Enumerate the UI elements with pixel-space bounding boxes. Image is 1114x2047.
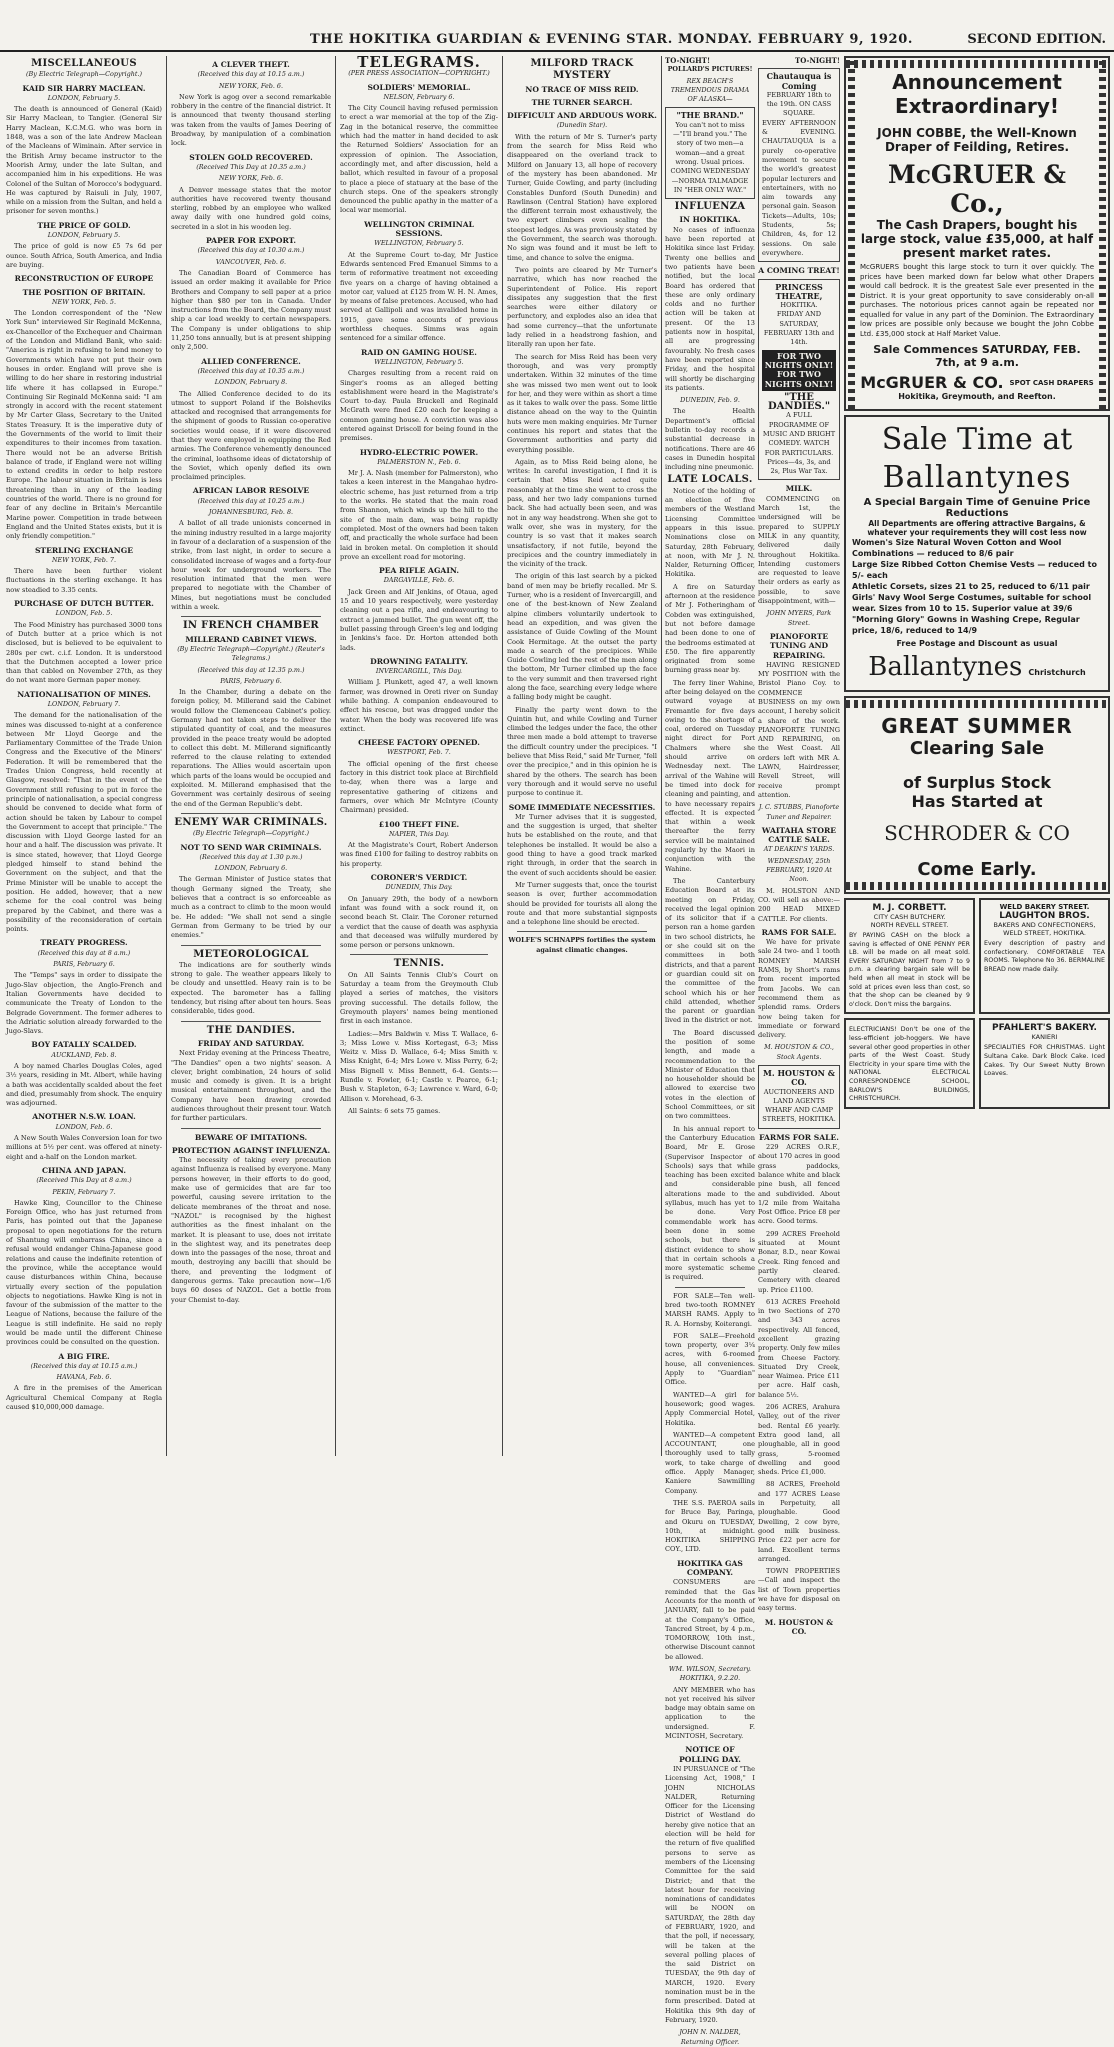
dateline: DUNEDIN, Feb. 9. bbox=[680, 396, 740, 405]
pfahlert-location: KANIERI bbox=[1031, 1033, 1058, 1042]
article-heading: A BIG FIRE. bbox=[58, 1351, 110, 1361]
column-local-ads bbox=[758, 56, 840, 1636]
article-body: The origin of this last search by a picked band of men may be briefly recalled. Mr S. Turner, who is a resident of Invercargill, and one of the best-known of New Zealand alpine climbers voluntarily undertook to head an expedition, and was given the assistance of Guide Cowling of the Mount Cook Hermitage. At the outset the party made a search of the precipices. While Guide Cowling led the rest of the men along the bottom, Mr Turner climbed up the face to the very summit and then traversed right along the face, searching every ledge where a falling body might be caught. bbox=[507, 572, 657, 702]
theatre-body: A FULL PROGRAMME OF MUSIC AND BRIGHT COMEDY. WATCH FOR PARTICULARS. Prices—4s, 3s, and 2s, Plus War Tax. bbox=[762, 411, 836, 476]
brand-ad bbox=[665, 107, 755, 199]
corbett-address: NORTH REVELL STREET. bbox=[870, 921, 949, 929]
article-body: The Canterbury Education Board at its meeting on Friday, received the legal opinion of its solicitor that if a person ran a home garden in two school districts, he or she could sit on the committees in both districts, and that a parent or guardian could sit on the committee of the school which his or her child attended, whether the parent or guardian lived in the district or not. bbox=[665, 876, 755, 1025]
article-heading: NATIONALISATION OF MINES. bbox=[17, 689, 151, 699]
dateline: JOHANNESBURG, Feb. 8. bbox=[208, 508, 294, 517]
article-body: On All Saints Tennis Club's Court on Saturday a team from the Greymouth Club played a series of matches, the visitors proving successful. The details follow, the Greymouth players' names being mentioned first in each instance. bbox=[340, 970, 498, 1026]
received-note: (Received this day at 10.30 a.m.) bbox=[197, 246, 305, 255]
article-heading: HYDRO-ELECTRIC POWER. bbox=[359, 447, 479, 457]
dateline: NEW YORK, Feb. 7. bbox=[51, 555, 117, 564]
article-heading: SOME IMMEDIATE NECESSITIES. bbox=[508, 802, 656, 812]
pfahlert-body: SPECIALITIES FOR CHRISTMAS. Light Sultana Cake. Dark Block Cake. Iced Cakes. Try Our Sweet Nutty Brown Loaves. bbox=[984, 1044, 1105, 1078]
dateline: NAPIER, This Day. bbox=[388, 829, 450, 838]
article-body: The Health Department's official bulletin to-day records a substantial decrease in notifications. There are 46 cases in Dunedin hospital including nine pneumonic. bbox=[665, 407, 755, 472]
dateline: NELSON, February 6. bbox=[383, 92, 455, 101]
article-heading: TREATY PROGRESS. bbox=[40, 938, 128, 948]
dateline: LONDON, February 5. bbox=[47, 231, 121, 240]
divider bbox=[181, 945, 321, 946]
received-note: (Received this day at 1.30 p.m.) bbox=[199, 852, 303, 861]
decorative-border bbox=[846, 882, 1108, 890]
article-body: The "Temps" says in order to dissipate the Jugo-Slav objection, the Anglo-French and Italian Governments have decided to communicate the Treaty of London to the Belgrade Government. The former adheres to the Adriatic solution already forwarded to the Jugo-Slavs. bbox=[6, 971, 162, 1036]
article-body: At the Supreme Court to-day, Mr Justice Edwards sentenced Fred Emanuel Simms to a term of reformative treatment not exceeding five years on a charge of having obtained a motor car, valued at £125 from W. H. N. Ames, by means of false pretences. Accused, who had served at Gallipoli and was invalided home in 1915, gave some accounts of previous worthless cheques. Simms was again sentenced for a similar offence. bbox=[340, 250, 498, 343]
article-body: Charges resulting from a recent raid on Singer's rooms as an alleged betting establishment were heard in the Magistrate's Court to-day. Paula Bruckell and Reginald McGrath were fined £20 each for keeping a common gaming house. A conviction was also entered against Driscoll for being found in the premises. bbox=[340, 369, 498, 443]
article-heading: PURCHASE OF DUTCH BUTTER. bbox=[14, 599, 154, 609]
article-heading: ALLIED CONFERENCE. bbox=[201, 356, 301, 366]
pfahlert-title: PFAHLERT'S BAKERY. bbox=[992, 1023, 1097, 1034]
farm-listing: 299 ACRES Freehold situated at Mount Bonar, 8.D., near Kowai Creek. Ring fenced and partly cleared. Cemetery with cleared up. Price £1100. bbox=[758, 1229, 840, 1294]
announcement-title: Announcement bbox=[892, 70, 1062, 94]
notice-body: IN PURSUANCE of "The Licensing Act, 1908," I JOHN NICHOLAS NALDER, Returning Officer for the Licensing District of Westland do hereby give notice that an election will be held for the return of five qualified persons to serve as members of the Licensing Committee for the said District; and that the latest hour for receiving nominations of candidates will be NOON on SATURDAY, the 28th day of FEBRUARY, 1920, and that the poll, if necessary, will be taken at the several polling places of the said District on TUESDAY, the 9th day of MARCH, 1920. Every nomination must be in the form prescribed. Dated at Hokitika this 9th day of February, 1920. bbox=[665, 1764, 755, 2024]
received-note: (Received this day at 10.15 a.m.) bbox=[197, 70, 305, 79]
ballantynes-ad bbox=[844, 415, 1110, 692]
classified-ad: WANTED—A girl for housework; good wages. Apply Commercial Hotel, Hokitika. bbox=[665, 1390, 755, 1427]
article-body: A fire in the premises of the American Agricultural Chemical Company at Regla caused $10,000,000 damage. bbox=[6, 1384, 162, 1412]
article-heading: KAID SIR HARRY MACLEAN. bbox=[22, 83, 146, 93]
corbett-body: BY PAYING CASH on the block a saving is effected of ONE PENNY PER LB. will be made on all meat sold. EVERY SATURDAY NIGHT from 7 to 9 p.m. a clearing bargain sale will be held when all meat in stock will be sold at prices even less than cost, so that the shop can be cleaned by 9 o'clock. Don't miss the bargains. bbox=[849, 932, 970, 1008]
bargain-item: Athletic Corsets, sizes 21 to 25, reduced to 6/11 pair bbox=[852, 582, 1090, 591]
corbett-sub: CITY CASH BUTCHERY. bbox=[873, 913, 946, 921]
article-subheading: FRIDAY AND SATURDAY. bbox=[197, 1038, 305, 1048]
column-rule bbox=[166, 56, 167, 1456]
dateline: LONDON, February 7. bbox=[47, 700, 121, 708]
mcgruer-offer: The Cash Drapers, bought his large stock, value £35,000, at half present market rates. bbox=[860, 218, 1094, 260]
decorative-border bbox=[1099, 58, 1106, 409]
mcgruer-ad bbox=[844, 56, 1110, 411]
article-subheading: PROTECTION AGAINST INFLUENZA. bbox=[171, 1145, 331, 1155]
article-heading: BOY FATALLY SCALDED. bbox=[31, 1040, 137, 1050]
classified-ad: FOR SALE—Freehold town property, over 3¼ acres, with 6-roomed house, all conveniences. Apply to "Guardian" Office. bbox=[665, 1331, 755, 1387]
article-heading: THE PRICE OF GOLD. bbox=[37, 220, 131, 230]
laughton-ad bbox=[979, 898, 1110, 1014]
notice-body: ANY MEMBER who has not yet received his silver badge may obtain same on application to the undersigned. F. MCINTOSH, Secretary. bbox=[665, 1685, 755, 1741]
article-subheading: THE POSITION OF BRITAIN. bbox=[22, 287, 146, 297]
received-note: (Received this day at 10.25 a.m.) bbox=[197, 496, 305, 505]
houston-footer: M. HOUSTON & CO. bbox=[764, 1617, 834, 1636]
dateline: NEW YORK, Feb. 5. bbox=[51, 297, 117, 306]
byline: (By Electric Telegraph—Copyright.) (Reuter's Telegrams.) bbox=[177, 644, 325, 663]
received-note: (Received this day at 10.35 a.m.) bbox=[197, 366, 305, 375]
article-body: Notice of the holding of an election of five members of the Westland Licensing Committee appears in this issue. Nominations close on Saturday, 28th February, at noon, with Mr J. N. Nalder, Returning Officer, Hokitika. bbox=[665, 486, 755, 579]
cobbe-line: JOHN COBBE, the Well-Known Draper of Feilding, Retires. bbox=[877, 126, 1077, 154]
article-body: A Denver message states that the motor authorities have recovered twenty thousand sterling, robbed by an employee who walked away daily with one hundred gold coins, secreted in a slot in his wooden leg. bbox=[171, 185, 331, 231]
article-body: Mr J. A. Nash (member for Palmerston), who takes a keen interest in the Mangahao hydro-electric scheme, has just returned from a trip to the works. He stated that the main road from Shannon, which winds up the hill to the site of the main dam, was being rapidly completed. Most of the owners had been taken off, and practically the whole surface had been laid in broken metal. On completion it should prove an excellent road for motoring. bbox=[340, 469, 498, 561]
column-rule bbox=[335, 56, 336, 1456]
pfahlert-ad bbox=[979, 1018, 1110, 1108]
dateline: VANCOUVER, Feb. 6. bbox=[215, 257, 287, 266]
column-notices bbox=[665, 56, 755, 2046]
divider bbox=[350, 954, 488, 955]
schroder-ad bbox=[844, 696, 1110, 894]
article-body: The demand for the nationalisation of the mines was discussed to-night at a conference between Mr Lloyd George and the Parliamentary Committee of the Trade Union Congress and the Executive of the Miners' Federation. It will be remembered that the Trades Union Congress, held recently at Glasgow, resolved: "That in the event of the Government still refusing to put in force the principle of nationalisation, a special congress should be convened to decide what form of action should be taken by Labour to compel the Government to accept that principle." The discussion with Lloyd George lasted for an hour and a half. The discussion was private. It is since stated, however, that Lloyd George pledged himself to stand behind the Government on the subject, and that the Prime Minister will be unable to accept the position. He added, however, that a new scheme for the coal control was being prepared by the Cabinet, and there was a possibility of the reconsideration of certain points. bbox=[6, 711, 162, 934]
tonight-label-right: TO-NIGHT! bbox=[794, 56, 840, 65]
masthead-rule bbox=[0, 50, 1114, 52]
ballantynes-headline: Sale Time at bbox=[881, 422, 1073, 457]
article-heading: BEWARE OF IMITATIONS. bbox=[194, 1132, 308, 1142]
bargain-item: Girls' Navy Wool Serge Costumes, suitable for school wear. Sizes from 10 to 15. Superior value at 39/6 bbox=[852, 593, 1092, 613]
article-body: Two points are cleared by Mr Turner's narrative, which has now reached the Superintendent of Police. His report dissipates any suggestion that the first searches were either dilatory or perfunctory, and explodes also an idea that had some currency—that the unfortunate lady relied in a headstrong fashion, and literally ran upon her fate. bbox=[507, 265, 657, 349]
houston-title: M. HOUSTON & CO. bbox=[763, 1067, 835, 1088]
column-rule bbox=[502, 56, 503, 1456]
article-heading: £100 THEFT FINE. bbox=[378, 819, 460, 829]
article-body: There have been further violent fluctuations in the sterling exchange. It has now steadied to 3.35 cents. bbox=[6, 567, 162, 594]
pictures-sub: REX BEACH'S TREMENDOUS DRAMA OF ALASKA— bbox=[670, 76, 750, 104]
column-milford bbox=[507, 56, 657, 1456]
free-postage: Free Postage and Discount as usual bbox=[896, 639, 1058, 648]
notice-body: CONSUMERS are reminded that the Gas Accounts for the month of JANUARY, fall to be paid at the Company's Office, Tancred Street, by 4 p.m., TOMORROW, 10th inst., otherwise Discount cannot be allowed. bbox=[665, 1578, 755, 1661]
article-heading: WAITAHA STORE CATTLE SALE. bbox=[761, 825, 837, 845]
article-body: The London correspondent of the "New York Sun" interviewed Sir Reginald McKenna, ex-Chancellor of the Exchequer and Chairman of the London and Midland Bank, who said: "America is right in refusing to lend money to Governments which have not put their own houses in order. England will prove she is willing to do her share in restoring industrial life where it has collapsed in Europe." Continuing Sir Reginald McKenna said: "I am strongly in accord with the recent statement by Mr Carter Glass, Secretary to the United States Treasury. It is the imperative duty of the Governments of the world to limit their expenditures to their incomes from taxation. There would not be an adverse British balance of trade, if England were not willing to extend credits in order to help restore Europe. The labour situation in Britain is less threatening than in any of the leading countries of the world. There is no ground for fear of any decline in Britain's Mercantile Marine power. Competition in trade between England and the United States exists, but it is only friendly competition." bbox=[6, 309, 162, 541]
article-body: With the return of Mr S. Turner's party from the search for Miss Reid who disappeared on the overland track to Milford on January 13, all hope of recovery of the mystery has been abandoned. Mr Turner, Guide Cowling, and party (including Constables Dunford (South Dunedin) and Rawlinson (Central Station) have explored the different terrain most exhaustively, the two expert climbers even scaling the steepest ledges. As was previously stated by the Government, the search was thorough. No sign was found and it must be left to time, and chance to solve the enigma. bbox=[507, 132, 657, 262]
electricians-body: ELECTRICIANS! Don't be one of the less-efficient job-hoggers. We have several other good properties in other parts of the West Coast. Study Electricity in your spare time with the NATIONAL ELECTRICAL CORRESPONDENCE SCHOOL, BARLOW'S BUILDINGS, CHRISTCHURCH. bbox=[849, 1026, 970, 1103]
dateline: WELLINGTON, February 5. bbox=[374, 357, 464, 366]
bargain-item: "Morning Glory" Gowns in Washing Crepe, Regular price, 18/6, reduced to 14/9 bbox=[852, 615, 1080, 635]
mcgruer-name: McGRUER & Co., bbox=[888, 160, 1066, 218]
ballantynes-name: Ballantynes bbox=[882, 460, 1072, 495]
dateline: PARIS, February 6. bbox=[53, 960, 115, 969]
classified-ad: FOR SALE—Ten well-bred two-tooth ROMNEY MARSH RAMS. Apply to R. A. Hornsby, Koiterangi. bbox=[665, 1291, 755, 1328]
notice-body: HAVING RESIGNED MY POSITION with the Bristol Piano Coy. to COMMENCE BUSINESS on my own account, I hereby solicit a share of the work. PIANOFORTE TUNING AND REPAIRING, on the West Coast. All orders left with MR A. LAWN, Hairdresser, Revell Street, will receive prompt attention. bbox=[758, 660, 840, 799]
article-heading: A CLEVER THEFT. bbox=[212, 60, 290, 69]
ballantynes-subhead: A Special Bargain Time of Genuine Price Reductions bbox=[863, 497, 1091, 519]
ballantynes-intro: All Departments are offering attractive Bargains, & whatever your requirements they will cost less now bbox=[867, 519, 1087, 537]
article-heading: PEA RIFLE AGAIN. bbox=[379, 566, 459, 576]
theatre-location: HOKITIKA. bbox=[780, 301, 818, 310]
decorative-border bbox=[848, 58, 855, 409]
article-heading: SOLDIERS' MEMORIAL. bbox=[367, 82, 471, 92]
article-heading: ANOTHER N.S.W. LOAN. bbox=[32, 1112, 136, 1122]
article-subheading: DIFFICULT AND ARDUOUS WORK. bbox=[507, 111, 657, 121]
article-body: Again, as to Miss Reid being alone, he writes: In careful investigation, I find it is certain that Miss Reid acted quite reasonably at the time she went to cross the pass, and her two lady companions turned back. She had actually been seen, and was not in any way headstrong. When she got to walk over, she was in mystery, for the country is so vast that it makes search unsatisfactory, if not futile, beyond the precipices and the country immediately in the vicinity of the track. bbox=[507, 457, 657, 569]
dateline: PARIS, February 6. bbox=[220, 676, 282, 685]
article-body: In the Chamber, during a debate on the foreign policy, M. Millerand said the Cabinet would follow the Clemenceau Cabinet's policy. Germany had not taken steps to deliver the stipulated quantity of coal, and the measures provided in the peace treaty would be adopted to collect this debt. M. Millerand significantly referred to the clause relating to extended reparations. The Allies would ascertain upon which parts of the loans would be occupied and exploited. M. Millerand emphasised that the Government was certainly desirous of seeing the end of the German Republic's debt. bbox=[171, 688, 331, 808]
weld-street: WELD BAKERY STREET. bbox=[999, 903, 1090, 911]
article-heading: STOLEN GOLD RECOVERED. bbox=[189, 152, 313, 162]
farm-listing: 613 ACRES Freehold in two Sections of 270 and 343 acres respectively. All fenced, excellent grazing property. Only few miles from Cheese Factory. Situated Dry Creek, near Waimea. Price £11 per acre. Half cash, balance 5½. bbox=[758, 1297, 840, 1399]
classified-ad: WANTED—A competent ACCOUNTANT, one thoroughly used to tally work, to take charge of office. Apply Manager, Kaniere Sawmilling Company. bbox=[665, 1430, 755, 1495]
surplus-stock: of Surplus Stock bbox=[902, 773, 1052, 792]
spot-cash: SPOT CASH DRAPERS bbox=[1009, 378, 1094, 387]
article-body: At the Magistrate's Court, Robert Anderson was fined £100 for failing to destroy rabbits on his property. bbox=[340, 841, 498, 868]
article-body: William J. Plunkett, aged 47, a well known farmer, was drowned in Oreti river on Sunday while bathing. A companion endeavoured to effect his rescue, but was dragged under the water. When the body was recovered life was extinct. bbox=[340, 678, 498, 733]
cattle-date: WEDNESDAY, 25th FEBRUARY, 1920 At Noon. bbox=[766, 856, 832, 884]
column-miscellaneous bbox=[6, 56, 162, 1456]
byline: (By Electric Telegraph—Copyright.) bbox=[26, 70, 142, 79]
byline: (Dunedin Star). bbox=[556, 121, 608, 130]
bargain-item: Women's Size Natural Woven Cotton and Wool Combinations — reduced to 8/6 pair bbox=[852, 538, 1062, 558]
article-heading: AFRICAN LABOR RESOLVE bbox=[192, 486, 310, 496]
theatre-dates: FRIDAY AND SATURDAY, FEBRUARY 13th and 14th. bbox=[763, 310, 835, 347]
signature: JOHN MYERS, Park Street. bbox=[766, 609, 832, 627]
received-note: (Received This Day at 8 a.m.) bbox=[36, 1176, 132, 1185]
article-heading: WELLINGTON CRIMINAL SESSIONS. bbox=[364, 219, 474, 239]
received-note: (Received This Day at 10.35 a.m.) bbox=[196, 162, 306, 171]
dateline: WELLINGTON, February 5. bbox=[374, 239, 464, 248]
byline: (By Electric Telegraph—Copyright.) bbox=[193, 829, 309, 838]
section-heading: METEOROLOGICAL bbox=[193, 948, 309, 960]
dateline: DARGAVILLE, Feb. 6. bbox=[383, 576, 455, 585]
divider bbox=[181, 1021, 321, 1022]
farm-listing: 206 ACRES, Arahura Valley, out of the river bed. Rental £6 yearly. Extra good land, all ploughable, all in good grass, 5-roomed dwelling and good sheds. Price £1,000. bbox=[758, 1403, 840, 1477]
divider bbox=[181, 616, 321, 617]
edition-label: SECOND EDITION. bbox=[967, 32, 1106, 47]
dateline: AUCKLAND, Feb. 8. bbox=[51, 1050, 117, 1059]
houston-sub: AUCTIONEERS AND LAND AGENTS bbox=[763, 1087, 835, 1105]
article-heading: RECONSTRUCTION OF EUROPE bbox=[14, 274, 154, 284]
clearing-sale: Clearing Sale bbox=[909, 738, 1045, 759]
divider bbox=[181, 813, 321, 814]
article-body: Next Friday evening at the Princess Theatre, "The Dandies" open a two nights' season. A clever, bright combination, 24 hours of solid music and comedy is given. It is a bright musical entertainment throughout, and the Company have been drawing crowded audiences throughout their present tour. Watch for further particulars. bbox=[171, 1049, 331, 1123]
schnapps-ad: WOLFE'S SCHNAPPS fortifies the system against climatic changes. bbox=[508, 936, 656, 954]
pictures-banner bbox=[665, 56, 755, 65]
article-heading: CORONER'S VERDICT. bbox=[370, 873, 468, 883]
section-heading: MILFORD TRACK bbox=[530, 58, 634, 69]
article-body: Mr Turner suggests that, once the tourist season is over, further accommodation should be provided for tourists all along the route and that more substantial signposts and a telephone line should be erected. bbox=[507, 880, 657, 927]
article-body: In his annual report to the Canterbury Education Board, Mr E. Grose (Supervisor Inspector of Schools) says that while teaching has been excited and considerable alterations made to the syllabus, much has yet to be done. Very commendable work has been done in some schools, but there is distinct evidence to show that in certain schools a more systematic scheme is required. bbox=[665, 1124, 755, 1282]
right-ad-column bbox=[844, 56, 1110, 1456]
dateline: PEKIN, February 7. bbox=[52, 1187, 116, 1196]
article-body: New York is agog over a second remarkable robbery in the centre of the financial district. It is announced that twenty thousand sterling was taken from the vaults of James Deering of Broadway, by manipulation of a combination lock. bbox=[171, 92, 331, 148]
dateline: LONDON, Feb. 6. bbox=[55, 1122, 113, 1131]
divider bbox=[675, 1287, 745, 1288]
article-heading: DROWNING FATALITY. bbox=[370, 656, 468, 666]
corbett-ad bbox=[844, 898, 975, 1014]
dateline: LONDON, February 5. bbox=[47, 93, 121, 102]
dateline: INVERCARGILL, This Day. bbox=[375, 667, 463, 676]
column-rule bbox=[661, 56, 662, 1456]
column-cables bbox=[171, 56, 331, 1456]
theatre-name: PRINCESS THEATRE, bbox=[775, 281, 823, 301]
section-heading: IN FRENCH CHAMBER bbox=[182, 620, 320, 632]
article-body: A ballot of all trade unionists concerned in the mining industry resulted in a large majority in favour of a declaration of a suspension of the strike, from last night, in order to secure a consolidated increase of wages and a forty-four hour week for underground workers. The resolution intimated that the men were prepared to negotiate with the Chamber of Mines, but negotiations must be concluded within a week. bbox=[171, 519, 331, 612]
section-heading: TENNIS. bbox=[393, 958, 445, 970]
article-body: A New South Wales Conversion loan for two millions at 5½ per cent. was offered at ninety-eight and a-half on the London market. bbox=[6, 1134, 162, 1161]
article-heading: CHEESE FACTORY OPENED. bbox=[358, 738, 480, 748]
section-heading: INFLUENZA bbox=[674, 201, 746, 213]
bottom-ads-row bbox=[844, 898, 1110, 1018]
mcgruer-body: McGRUERS bought this large stock to turn it over quickly. The prices have been marked down far below what other Drapers would call bedrock. It is the greatest Sale ever presented in the District. It is your great opportunity to save considerably on-all purchases. The notorious prices cannot again be repeated nor equalled for value in any part of the Dominion. The Extraordinary low prices are possible only because we bought the John Cobbe Ltd. £35,000 stock at Half Market Value. bbox=[860, 263, 1094, 338]
section-heading: ENEMY WAR CRIMINALS. bbox=[174, 816, 328, 828]
article-body: The indications are for southerly winds strong to gale. The weather appears likely to be cloudy and unsettled. Heavy rain is to be expected. The barometer has a falling tendency, but rising after about ten hours. Seas considerable, tides good. bbox=[171, 960, 331, 1016]
article-subheading: MILLERAND CABINET VIEWS. bbox=[185, 634, 317, 644]
mcgruer-towns: Hokitika, Greymouth, and Reefton. bbox=[898, 392, 1056, 401]
dateline: HAVANA, Feb. 6. bbox=[56, 1373, 112, 1382]
article-body: The Food Ministry has purchased 3000 tons of Dutch butter at a price which is not disclosed, but is believed to be equivalent to 280s per cwt. c.i.f. London. It is understood that the Dutchmen accepted a lower price than that cabled on November 27th, as they do not want more German paper money. bbox=[6, 620, 162, 685]
ballantynes-footer: Ballantynes bbox=[868, 652, 1023, 682]
section-heading: MISCELLANEOUS bbox=[31, 58, 137, 69]
article-heading: HOKITIKA GAS COMPANY. bbox=[677, 1558, 743, 1578]
article-heading: MILK. bbox=[785, 484, 813, 494]
dateline: LONDON, Feb. 5. bbox=[55, 609, 113, 618]
article-body: A fire on Saturday afternoon at the residence of Mr J. Fotheringham of Cobden was extinguished, but not before damage had been done to one of the bedrooms estimated at £50. The fire apparently originated from some burning grass near by. bbox=[665, 582, 755, 675]
section-heading: MYSTERY bbox=[553, 70, 611, 82]
article-heading: PIANOFORTE TUNING AND REPAIRING. bbox=[769, 631, 829, 660]
christchurch: Christchurch bbox=[1028, 668, 1086, 677]
decorative-border bbox=[846, 60, 1108, 68]
signature: J. C. STUBBS, Pianoforte Tuner and Repairer. bbox=[758, 803, 840, 821]
masthead-title: THE HOKITIKA GUARDIAN & EVENING STAR. MONDAY. FEBRUARY 9, 1920. bbox=[310, 32, 913, 47]
brand-title: "THE BRAND." bbox=[676, 110, 744, 121]
electricians-ad bbox=[844, 1018, 975, 1108]
houston-address: WHARF AND CAMP STREETS, HOKITIKA. bbox=[762, 1106, 836, 1124]
dateline: DUNEDIN, This Day. bbox=[385, 883, 453, 892]
article-heading: FARMS FOR SALE. bbox=[759, 1132, 839, 1142]
article-body: Mr Turner advises that it is suggested, and the suggestion is urged, that shelter huts be established on the route, and that telephones be installed. It would be also a good thing to have a good track marked right through, in order that the search in the event of such accidents should be easier. bbox=[507, 812, 657, 877]
notice-body: M. HOLSTON AND CO. will sell as above:—200 HEAD MIXED CATTLE. For clients. bbox=[758, 886, 840, 923]
masthead bbox=[0, 28, 1114, 50]
article-body: A boy named Charles Douglas Coles, aged 3½ years, residing in Mt. Albert, while having a bath was accidentally scalded about the feet and died, presumably from shock. The enquiry was adjourned. bbox=[6, 1061, 163, 1108]
dateline: NEW YORK, Feb. 6. bbox=[218, 81, 284, 90]
section-heading: LATE LOCALS. bbox=[667, 474, 753, 486]
farm-listing: 229 ACRES O.R.F., about 170 acres in good grass paddocks, balance white and black pine bush, all fenced and subdivided. About 1/2 mile from Waitaha Post Office. Price £8 per acre. Good terms. bbox=[758, 1143, 840, 1226]
article-body: The Allied Conference decided to do its utmost to support Poland if the Bolsheviks attacked and recognised that arrangements for the shipment of goods to Russian co-operative societies would cease, if it were discovered that they were employed in equipping the Red armies. The Conference vehemently denounced the criminal, loathsome ideas of dictatorship of the Soviet, which openly defied its own proclaimed principles. bbox=[171, 389, 331, 482]
article-heading: PAPER FOR EXPORT. bbox=[206, 236, 296, 246]
announcement-title-2: Extraordinary! bbox=[894, 94, 1059, 118]
tonight-label: TO-NIGHT! bbox=[665, 56, 711, 65]
sale-commences: Sale Commences SATURDAY, FEB. 7th, at 9 a.m. bbox=[873, 343, 1081, 369]
theatre-ad bbox=[758, 279, 840, 481]
signature: M. HOUSTON & CO., Stock Agents. bbox=[764, 1043, 834, 1061]
farm-listing: 88 ACRES, Freehold and 177 ACRES Lease in Perpetuity, all ploughable. Good Dwelling, 2 cow byre, good milk business. Price £22 per acre for land. Excellent terms arranged. bbox=[758, 1480, 840, 1563]
bargain-item: Large Size Ribbed Cotton Chemise Vests — reduced to 5/- each bbox=[852, 560, 1097, 580]
come-early: Come Early. bbox=[917, 859, 1037, 880]
article-body: On January 29th, the body of a newborn infant was found with a sock round it, on second beach St. Clair. The Coroner returned a verdict that the cause of death was asphyxia and that deceased was wilfully murdered by some person or persons unknown. bbox=[340, 894, 498, 950]
two-nights-banner: FOR TWO NIGHTS ONLY! FOR TWO NIGHTS ONLY! bbox=[762, 350, 836, 391]
dateline: WESTPORT, Feb. 7. bbox=[387, 748, 451, 757]
received-note: (Received this day at 12.35 p.m.) bbox=[197, 665, 305, 674]
article-body: The Board discussed the position of some length, and made a recommendation to the Minister of Education that no householder should be allowed to exercise two votes in the election of School Committees, or sit on two committees. bbox=[665, 1028, 755, 1121]
laughton-sub: BAKERS AND CONFECTIONERS, WELD STREET, HOKITIKA. bbox=[993, 921, 1096, 937]
section-heading: TELEGRAMS. bbox=[357, 53, 481, 71]
dateline: NEW YORK, Feb. 6. bbox=[218, 174, 284, 183]
notice-body: COMMENCING on March 1st, the undersigned will be prepared to SUPPLY MILK in any quantity, delivered daily throughout Hokitika. Intending customers are requested to leave their orders as early as possible, to save disappointment, with— bbox=[758, 494, 840, 606]
farm-listing: TOWN PROPERTIES—Call and inspect the list of Town properties we have for disposal on easy terms. bbox=[758, 1567, 840, 1613]
classified-ad: THE S.S. PAEROA sails for Bruce Bay, Paringa, and Okuru on TUESDAY, 10th, at midnight. HOKITIKA SHIPPING COY., LTD. bbox=[665, 1498, 755, 1554]
article-body: Jack Green and Alf Jenkins, of Otaua, aged 15 and 10 years respectively, were yesterday cleaning out a pea rifle, and endeavouring to extract a jammed bullet. The gun went off, the bullet passing through Green's leg and lodging in Jenkins's face. Dr. Horton attended both lads. bbox=[340, 587, 498, 652]
article-heading: CHINA AND JAPAN. bbox=[42, 1165, 126, 1175]
corbett-title: M. J. CORBETT. bbox=[872, 903, 947, 913]
article-heading: RAMS FOR SALE. bbox=[761, 927, 837, 937]
coming-treat: A COMING TREAT! bbox=[758, 266, 840, 276]
article-body: The search for Miss Reid has been very thorough, and was very promptly undertaken. Within 32 minutes of the time she was missed two men went out to look for her, and they were within as short a time as it takes to walk over the pass. Some little distance ahead on the way to the Quintin huts were men making enquiries. Mr Turner continues his report and states that the Government authorities and party did everything possible. bbox=[507, 352, 657, 454]
bottom-ads-row-2 bbox=[844, 1018, 1110, 1112]
article-body: The necessity of taking every precaution against Influenza is realised by everyone. Many persons however, in their efforts to do good, make use of germicides that are far too powerful, causing severe irritation to the delicate membranes of the throat and nose. "NAZOL" is recognised by the highest authorities as the finest inhalant on the market. It is pleasant to use, does not irritate in the slightest way, and its penetrates deep down into the passages of the nose, throat and mouth, destroying any bacilli that should be there, and preventing the lodgment of dangerous germs. Take precaution now—1/6 buys 60 doses of NAZOL. Get a bottle from your Chemist to-day. bbox=[171, 1156, 331, 1304]
article-heading: NO TRACE OF MISS REID. bbox=[525, 84, 639, 94]
signature: WM. WILSON, Secretary. HOKITIKA, 9.2.20. bbox=[668, 1664, 752, 1683]
article-heading: RAID ON GAMING HOUSE. bbox=[361, 347, 477, 357]
chautauqua-body: EVERY AFTERNOON & EVENING. CHAUTAUQUA is a purely co-operative movement to secure the world's greatest popular lecturers and entertainers, with no aim towards any personal gain. Season Tickets—Adults, 10s; Students, 5s; Children, 4s, for 12 sessions. On sale everywhere. bbox=[762, 118, 836, 257]
divider bbox=[181, 1128, 321, 1129]
chautauqua-dates: FEBRUARY 18th to the 19th. ON CASS SQUARE. bbox=[766, 90, 832, 118]
signature: JOHN N. NALDER, Returning Officer. bbox=[679, 2028, 741, 2046]
received-note: (Received this day at 8 a.m.) bbox=[37, 948, 131, 957]
article-body: The price of gold is now £5 7s 6d per ounce. South Africa, South America, and India are buying. bbox=[6, 242, 162, 269]
article-body: The German Minister of Justice states that though Germany signed the Treaty, she believes that a contract is so enforceable as much as a contract to climb to the moon would be. He added: "We shall not send a single German from Germany to be tried by our enemies." bbox=[171, 875, 331, 940]
has-started: Has Started at bbox=[911, 792, 1043, 811]
chautauqua-title: Chautauqua is Coming bbox=[766, 71, 832, 91]
pictures-title: POLLARD'S PICTURES! bbox=[667, 65, 753, 74]
received-note: (Received this day at 10.15 a.m.) bbox=[30, 1361, 138, 1370]
article-subheading: NOT TO SEND WAR CRIMINALS. bbox=[180, 842, 322, 852]
article-body: The ferry liner Wahine, after being delayed on the outward voyage at Fremantle for five days owing to the shortage of coal, ordered on Tuesday night direct for Port Chalmers where she should arrive on Wednesday next. The arrival of the Wahine will be timed into dock for cleaning and painting, and to have necessary repairs effected. It is expected that within a week thereafter the ferry service will be maintained regularly by the Maori in conjunction with the Wahine. bbox=[665, 678, 755, 873]
article-body: Finally the party went down to the Quintin hut, and while Cowling and Turner climbed the ledges under the face, the other three men made a bold attempt to traverse the difficult country under the precipices. "I believe that Miss Reid," said Mr Turner, "fell over the precipice," and in this opinion he is shared by the others. The search has been very thorough and it would serve no useful purpose to continue it. bbox=[507, 705, 657, 798]
article-body: The official opening of the first cheese factory in this district took place at Birchfield to-day, when there was a large and representative gathering of citizens and farmers, over which Mr McIntyre (County Chairman) presided. bbox=[340, 759, 498, 815]
dateline: LONDON, February 8. bbox=[214, 378, 288, 387]
mcgruer-name-2: McGRUER & CO. bbox=[860, 373, 1004, 392]
column-telegrams bbox=[340, 53, 498, 1456]
laughton-body: Every description of pastry and confectionery. COMFORTABLE TEA ROOMS. Telephone No 36. BERMALINE BREAD now made daily. bbox=[984, 940, 1105, 973]
article-heading: NOTICE OF POLLING DAY. bbox=[679, 1745, 741, 1764]
article-body: Ladies:—Mrs Baldwin v. Miss T. Wallace, 6-3; Miss Lowe v. Miss Kortegast, 6-3; Miss Weitz v. Miss D. Wallace, 6-4; Miss Smith v. Miss Knight, 6-4; Mrs Lowe v. Miss Perry, 6-2; Miss Bignell v. Miss Bennett, 6-4. Gents:—Rundle v. Fowler, 6-1; Castle v. Pearce, 6-1; Bush v. Stapleton, 6-3; Lawrence v. Ward, 6-0; Allison v. Morehead, 6-3. bbox=[340, 1029, 498, 1103]
article-body: All Saints: 6 sets 75 games. bbox=[348, 1106, 441, 1115]
article-body: The Canadian Board of Commerce has issued an order making it available for Price Brothers and Company to sell paper at a price higher than $80 per ton in Canada. Under instructions from the Board, the Company must ship a car load weekly to certain newspapers. The Company is under obligations to ship 11,250 tons annually, but is at present shipping only 2,500. bbox=[171, 268, 331, 352]
article-body: The death is announced of General (Kaid) Sir Harry Maclean, to Tangier. (General Sir Harry Maclean, K.C.M.G. who was born in 1848, was a son of the late Andrew Maclean of the Macleans of Wiminain. After service in the British Army became instructor to the Moorish Army, under the late Sultan, and accompanied him in his expeditions. He was Colonel of the Sultan of Morocco's bodyguard. He was captured by Raisuli in July, 1907, while on a mission from the Sultan, and held a prisoner for seven months.) bbox=[6, 105, 162, 216]
article-subheading: IN HOKITIKA. bbox=[679, 215, 741, 225]
divider bbox=[517, 931, 647, 932]
laughton-title: LAUGHTON BROS. bbox=[999, 911, 1090, 921]
article-heading: STERLING EXCHANGE bbox=[34, 545, 134, 555]
brand-body: You can't not to miss—"I'll brand you." The story of two men—a woman—and a great wrong. Usual prices. COMING WEDNESDAY—NORMA TALMADGE IN "HER ONLY WAY." bbox=[670, 120, 750, 194]
dateline: LONDON, February 6. bbox=[214, 864, 288, 873]
article-body: Hawke King, Councillor to the Chinese Foreign Office, who has just returned from Paris, has pointed out that the Japanese proposal to open negotiations for the return of Shantung will embarrass China, since a refusal would endanger China-Japanese good relations and cause the indefinite retention of the province, while the acceptance would cause disturbances within China, because virtually every section of the population objects to negotiations. Hawke King is not in favour of the submission of the matter to the League of Nations, because the failure of the League is still indefinite. He said no reply would be made until the different Chinese provinces could be consulted on the question. bbox=[6, 1198, 162, 1347]
schroder-name: SCHRODER & CO bbox=[884, 821, 1070, 845]
section-heading: THE DANDIES. bbox=[206, 1024, 296, 1036]
chautauqua-ad bbox=[758, 68, 840, 262]
great-summer: GREAT SUMMER bbox=[881, 714, 1073, 738]
dateline: PALMERSTON N., Feb. 6. bbox=[377, 457, 461, 466]
decorative-border bbox=[846, 700, 1108, 708]
article-body: The City Council having refused permission to erect a war memorial at the top of the Zig-Zag in the botanical reserve, the committee which had the matter in hand decided to ask the Returned Soldiers' Association for an expression of opinion. The Association, accordingly met, and after discussion, held a ballot, which resulted in favour of a proposal to place a piece of statuary at the base of the church steps. One of the speakers strongly denounced the public apathy in the matter of a local war memorial. bbox=[340, 104, 498, 215]
article-body: No cases of influenza have been reported at Hokitika since last Friday. Twenty one bellies and two patients have been notified, but the local Board has ordered that these are only ordinary colds and no further action will be taken at present. Of the 13 patients now in hospital, all are progressing favourably. No fresh cases have been reported since Friday, and the hospital will shortly be discharging its patients. bbox=[665, 225, 755, 392]
cattle-venue: AT DEAKIN'S YARDS. bbox=[763, 845, 835, 854]
byline: (PER PRESS ASSOCIATION—COPYRIGHT.) bbox=[348, 69, 490, 78]
notice-body: We have for private sale 24 two- and 1 tooth ROMNEY MARSH RAMS, by Short's rams from recent imported from Jacobs. We can recommend them as splendid rams. Orders now being taken for immediate or forward delivery. bbox=[758, 938, 840, 1040]
houston-ad bbox=[758, 1065, 840, 1129]
article-subheading: THE TURNER SEARCH. bbox=[531, 97, 633, 107]
dandies-title: "THE DANDIES." bbox=[767, 391, 831, 413]
